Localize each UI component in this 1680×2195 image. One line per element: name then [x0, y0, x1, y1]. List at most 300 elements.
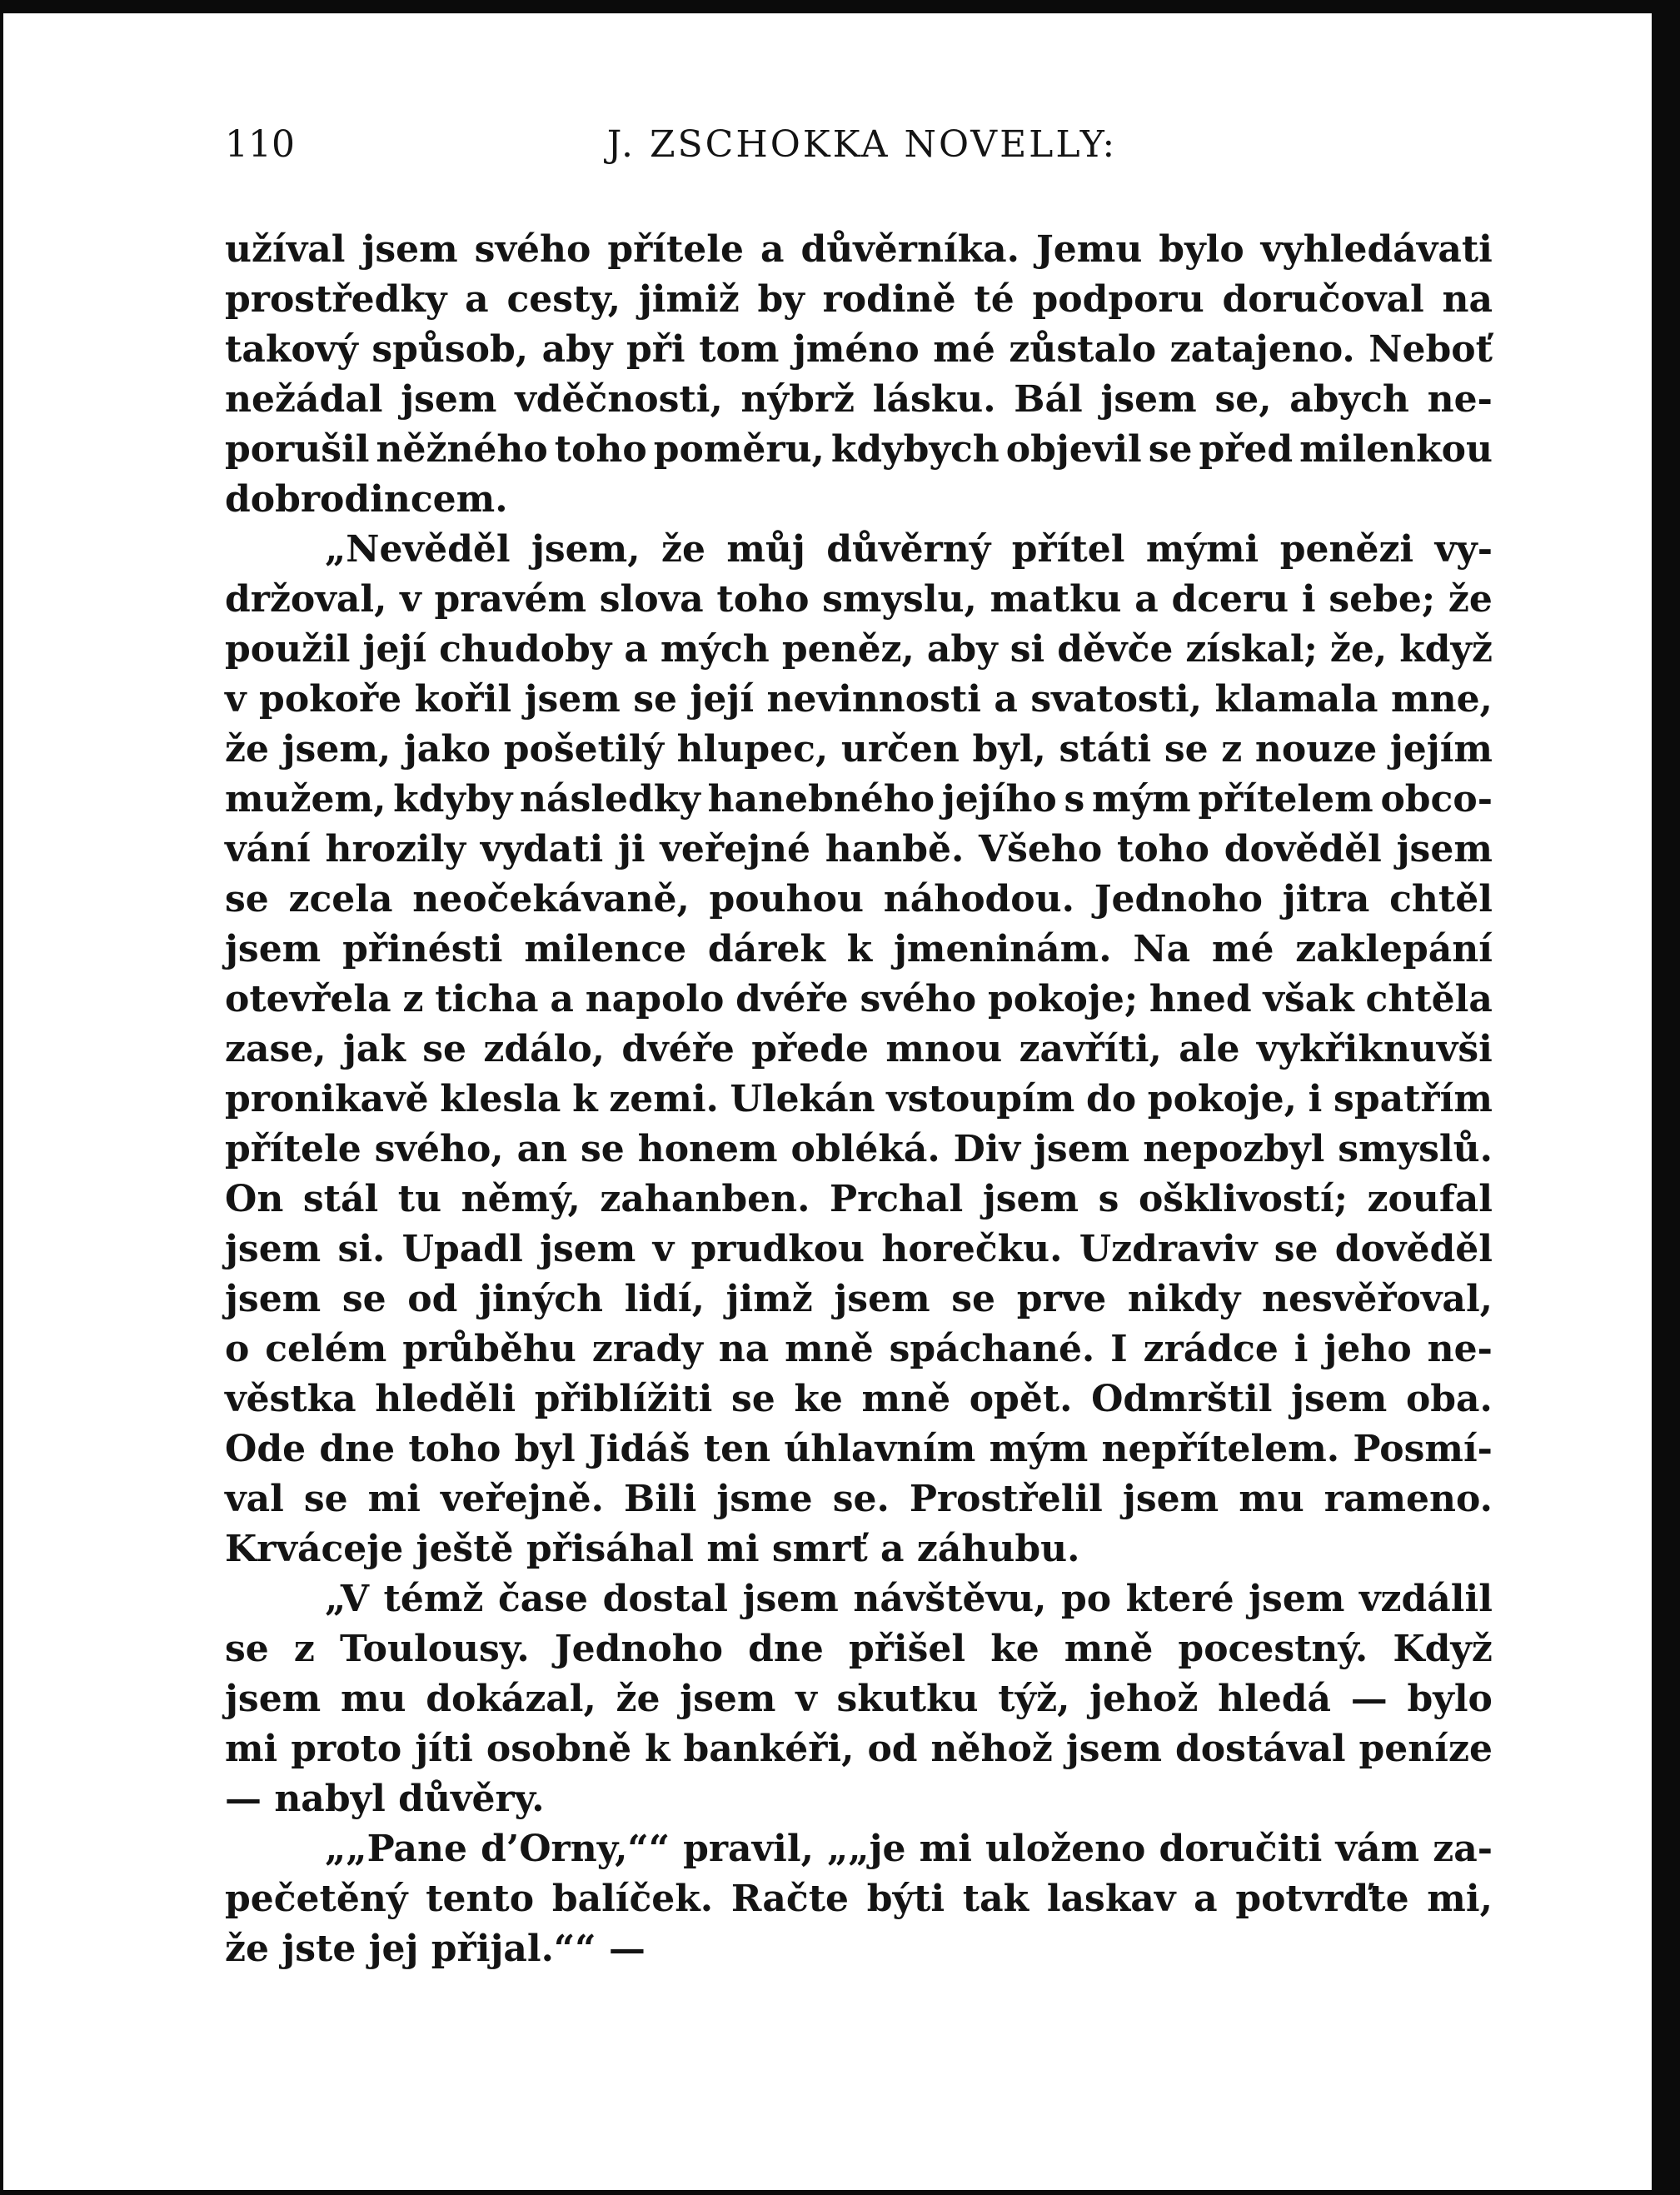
word: a [1134, 578, 1159, 621]
word: že, [1329, 628, 1388, 671]
word: cesty, [506, 278, 621, 321]
word: zemi. [609, 1078, 719, 1120]
text-line [225, 925, 1493, 975]
word: skutku [836, 1678, 979, 1720]
word: nepřítelem. [1101, 1428, 1340, 1470]
word: ticha [435, 978, 539, 1020]
word: lásku. [872, 378, 996, 421]
word: mi [919, 1828, 972, 1870]
word: pravil, [683, 1828, 814, 1870]
word: jsem, [531, 528, 641, 571]
page-body-text [225, 225, 1493, 1974]
word: jmeninám. [893, 928, 1112, 970]
word: že [225, 728, 269, 771]
word: tak [962, 1878, 1029, 1920]
word: otevřela [225, 978, 391, 1020]
word: mé [1211, 928, 1274, 970]
word: d’Orny,““ [481, 1828, 670, 1870]
word: i [1301, 578, 1316, 621]
text-line [225, 1175, 1493, 1225]
word: tento [426, 1878, 535, 1920]
word: zase, [225, 1028, 327, 1070]
word: prve [1016, 1278, 1107, 1320]
word: náhodou. [883, 878, 1074, 920]
word: ten [703, 1428, 771, 1470]
text-line [225, 1374, 1493, 1424]
word: nepozbyl [1143, 1128, 1325, 1170]
text-line [225, 1275, 1493, 1324]
word: pravém [434, 578, 587, 621]
word: vydati [480, 828, 604, 871]
word: přítele [607, 228, 745, 271]
word: laskav [1046, 1878, 1176, 1920]
word: horečku. [881, 1228, 1063, 1270]
word: za- [1433, 1828, 1493, 1870]
word: prostředky [225, 278, 447, 321]
word: se [225, 1628, 269, 1670]
word: neočekávaně, [412, 878, 690, 920]
word: aby [541, 328, 613, 371]
word: němý, [461, 1178, 581, 1220]
word: jsem [524, 678, 621, 721]
word: pečetěný [225, 1878, 408, 1920]
word: její [690, 678, 755, 721]
word: vyhledávati [1260, 228, 1493, 271]
word: Jednoho [1094, 878, 1263, 920]
word: s [1098, 1178, 1119, 1220]
word: prudkou [690, 1228, 865, 1270]
word: se [341, 1278, 386, 1320]
word: Jidáš [588, 1428, 690, 1470]
word: balíček. [551, 1878, 714, 1920]
word: klamala [1214, 678, 1378, 721]
word: dvéře [621, 1028, 735, 1070]
word: děvče [1057, 628, 1174, 671]
word: jsme [716, 1478, 813, 1520]
word: zatajeno. [1169, 328, 1355, 371]
word: Ulekán [730, 1078, 875, 1120]
word: že [1448, 578, 1493, 621]
word: získal; [1185, 628, 1318, 671]
word: opět. [969, 1378, 1073, 1420]
text-line: — nabyl důvěry. [225, 1778, 545, 1820]
word: týž, [998, 1678, 1070, 1720]
text-line: že jste jej přijal.““ — [225, 1928, 646, 1970]
word: dostával [1175, 1728, 1346, 1770]
word: si [1009, 628, 1045, 671]
word: doručoval [1222, 278, 1424, 321]
word: vykřiknuvši [1256, 1028, 1493, 1070]
word: přítelem [1198, 778, 1373, 821]
word: potvrďte [1235, 1878, 1409, 1920]
text-line [225, 1075, 1493, 1125]
word: z [402, 978, 424, 1020]
word: úhlavním [784, 1428, 976, 1470]
word: svého [860, 978, 977, 1020]
page-header [225, 123, 1499, 173]
word: rodině [822, 278, 956, 321]
word: od [407, 1278, 458, 1320]
text-line [225, 375, 1493, 425]
word: důvěrníka. [800, 228, 1019, 271]
word: jsem [225, 1678, 322, 1720]
text-line [225, 525, 1493, 575]
word: slova [599, 578, 704, 621]
word: dvéře [735, 978, 849, 1020]
word: ošklivostí; [1138, 1178, 1348, 1220]
word: věstka [225, 1378, 356, 1420]
word: chtěl [1389, 878, 1493, 920]
word: jsem [982, 1178, 1079, 1220]
word: kořil [414, 678, 512, 721]
word: napolo [585, 978, 725, 1020]
word: smyslu, [822, 578, 977, 621]
word: mé [933, 328, 995, 371]
word: zcela [288, 878, 393, 920]
word: jméno [792, 328, 920, 371]
word: ke [990, 1628, 1039, 1670]
word: bylo [1159, 228, 1244, 271]
word: se, [1214, 378, 1272, 421]
word: tu [397, 1178, 442, 1220]
text-line [225, 775, 1493, 825]
word: jejího [941, 778, 1057, 821]
word: Ode [225, 1428, 307, 1470]
word: jako [403, 728, 491, 771]
word: nýbrž [740, 378, 855, 421]
word: milenkou [1299, 428, 1493, 471]
word: dověděl [1224, 828, 1382, 871]
scan-border-right [1652, 0, 1680, 2195]
word: stál [302, 1178, 379, 1220]
word: porušil [225, 428, 370, 471]
word: hleděli [375, 1378, 516, 1420]
word: následky [520, 778, 700, 821]
word: když [1399, 628, 1493, 671]
word: v [795, 1678, 817, 1720]
word: Posmí- [1353, 1428, 1493, 1470]
word: s [1064, 778, 1085, 821]
word: jsem [1249, 1578, 1345, 1620]
word: hanbě. [825, 828, 965, 871]
word: svého [474, 228, 591, 271]
word: přítele [225, 1128, 361, 1170]
word: a [550, 978, 574, 1020]
text-line [225, 1874, 1493, 1924]
word: užíval [225, 228, 346, 271]
word: jsem [1100, 378, 1197, 421]
word: mi, [1427, 1878, 1493, 1920]
word: hanebného [707, 778, 935, 821]
word: dostal [602, 1578, 729, 1620]
word: jsem [401, 378, 497, 421]
word: jsem [1034, 1128, 1130, 1170]
word: mi [225, 1728, 278, 1770]
word: bankéři, [683, 1728, 855, 1770]
word: obco- [1380, 778, 1493, 821]
word: zdálo, [483, 1028, 606, 1070]
word: se. [832, 1478, 890, 1520]
word: zaklepání [1295, 928, 1493, 970]
text-line: Krváceje ještě přisáhal mi smrť a záhubu. [225, 1528, 1080, 1570]
word: před [1199, 428, 1294, 471]
word: mně [861, 1378, 951, 1420]
word: Toulousy. [339, 1628, 530, 1670]
word: ne- [1427, 1328, 1493, 1370]
word: k [846, 928, 873, 970]
word: uloženo [985, 1828, 1146, 1870]
word: ne- [1427, 378, 1493, 421]
word: při [626, 328, 685, 371]
word: ale [1179, 1028, 1240, 1070]
word: jehož [1089, 1678, 1199, 1720]
word: na [1442, 278, 1493, 321]
word: by [757, 278, 805, 321]
word: nežádal [225, 378, 383, 421]
word: zrádce [1143, 1328, 1279, 1370]
word: se [731, 1378, 775, 1420]
word: Bili [624, 1478, 697, 1520]
word: Jednoho [554, 1628, 724, 1670]
word: však [1263, 978, 1354, 1020]
word: zrady [591, 1328, 703, 1370]
word: mne, [1391, 678, 1493, 721]
word: vděčnosti, [515, 378, 723, 421]
word: Uzdraviv [1079, 1228, 1258, 1270]
running-title: J. ZSCHOKKA NOVELLY: [606, 123, 1118, 166]
word: mu [1239, 1478, 1304, 1520]
word: abych [1289, 378, 1409, 421]
scan-border-left [0, 0, 3, 2195]
word: Div [953, 1128, 1021, 1170]
word: lidí, [624, 1278, 705, 1320]
word: spatřím [1334, 1078, 1493, 1120]
text-line [225, 1125, 1493, 1175]
word: oba. [1405, 1378, 1493, 1420]
word: přinésti [342, 928, 503, 970]
text-line [225, 425, 1493, 475]
word: témž [383, 1578, 484, 1620]
word: pokoje; [987, 978, 1139, 1020]
word: jak [342, 1028, 406, 1070]
word: na [718, 1328, 770, 1370]
word: nouze [1254, 728, 1378, 771]
word: po [1060, 1578, 1112, 1620]
word: dceru [1171, 578, 1289, 621]
text-line [225, 1424, 1493, 1474]
word: spůsob, [371, 328, 529, 371]
word: poměru, [653, 428, 825, 471]
word: její [362, 628, 427, 671]
word: že [661, 528, 705, 571]
word: jsem [1396, 828, 1493, 871]
word: toho [408, 1428, 501, 1470]
word: toho [1117, 828, 1210, 871]
word: býti [866, 1878, 945, 1920]
word: k [645, 1728, 671, 1770]
word: přišel [848, 1628, 966, 1670]
word: ke [794, 1378, 843, 1420]
word: určen [840, 728, 960, 771]
word: průběhu [402, 1328, 576, 1370]
word: jsem [1122, 1478, 1219, 1520]
word: objevil [1005, 428, 1142, 471]
word: klesla [440, 1078, 561, 1120]
word: hledá [1218, 1678, 1332, 1720]
word: i [1308, 1078, 1323, 1120]
word: val [225, 1478, 284, 1520]
text-line [225, 1574, 1493, 1624]
page-number: 110 [225, 123, 295, 166]
word: Všeho [979, 828, 1103, 871]
text-line [225, 1724, 1493, 1774]
word: do [1086, 1078, 1137, 1120]
word: si. [337, 1228, 386, 1270]
word: dne [319, 1428, 396, 1470]
word: svého, [374, 1128, 504, 1170]
word: kdyby [393, 778, 513, 821]
scan-border-bottom [0, 2190, 1680, 2195]
word: „„je [827, 1828, 906, 1870]
word: se [225, 878, 269, 920]
word: mnou [885, 1028, 1003, 1070]
word: jsem [225, 928, 322, 970]
word: chudoby [439, 628, 612, 671]
word: jiných [479, 1278, 604, 1320]
word: a [760, 228, 785, 271]
word: svatosti, [1030, 678, 1203, 721]
word: celém [265, 1328, 387, 1370]
word: jimž [725, 1278, 813, 1320]
word: jejím [1389, 728, 1493, 771]
word: mými [1145, 528, 1259, 571]
word: honem [637, 1128, 778, 1170]
word: v [225, 678, 247, 721]
word: jsem [1065, 1728, 1163, 1770]
word: se [1274, 1228, 1319, 1270]
text-line [225, 325, 1493, 375]
word: jeho [1324, 1328, 1412, 1370]
word: vám [1335, 1828, 1420, 1870]
word: a [624, 628, 648, 671]
word: zavříti, [1019, 1028, 1162, 1070]
word: jitra [1282, 878, 1370, 920]
word: mých [660, 628, 770, 671]
word: čase [497, 1578, 589, 1620]
word: takový [225, 328, 358, 371]
word: mým [989, 1428, 1089, 1470]
word: pouhou [709, 878, 864, 920]
word: nikdy [1127, 1278, 1241, 1320]
word: Na [1133, 928, 1191, 970]
text-line: dobrodincem. [225, 478, 508, 521]
word: jsem [680, 1678, 776, 1720]
word: použil [225, 628, 351, 671]
word: toho [554, 428, 647, 471]
scan-border-top [0, 0, 1680, 13]
word: chtěla [1365, 978, 1493, 1020]
word: doručiti [1159, 1828, 1323, 1870]
word: mužem, [225, 778, 386, 821]
word: a [465, 278, 489, 321]
word: jsem [834, 1278, 930, 1320]
word: se [633, 678, 678, 721]
word: zoufal [1367, 1178, 1493, 1220]
word: matku [990, 578, 1122, 621]
word: Neboť [1368, 328, 1493, 371]
word: vy- [1434, 528, 1493, 571]
word: od [867, 1728, 918, 1770]
word: pocestný. [1178, 1628, 1368, 1670]
word: mně [785, 1328, 874, 1370]
word: Když [1393, 1628, 1493, 1670]
word: Prchal [830, 1178, 964, 1220]
word: proto [291, 1728, 402, 1770]
word: Odmrštil [1091, 1378, 1273, 1420]
word: Jemu [1035, 228, 1143, 271]
word: jimiž [638, 278, 740, 321]
word: k [572, 1078, 598, 1120]
word: zůstalo [1009, 328, 1157, 371]
word: jsem, [282, 728, 391, 771]
text-line [225, 1474, 1493, 1524]
word: veřejně. [440, 1478, 604, 1520]
text-line [225, 225, 1493, 275]
word: smyslů. [1338, 1128, 1493, 1170]
text-line [225, 1225, 1493, 1275]
word: hned [1149, 978, 1252, 1020]
word: o [225, 1328, 250, 1370]
text-line [225, 825, 1493, 875]
word: se [303, 1478, 348, 1520]
word: dárek [707, 928, 825, 970]
word: „„Pane [325, 1828, 468, 1870]
word: On [225, 1178, 284, 1220]
word: bylo [1407, 1678, 1493, 1720]
text-line [225, 1025, 1493, 1075]
word: aby [926, 628, 998, 671]
word: z [293, 1628, 315, 1670]
word: přede [751, 1028, 869, 1070]
word: Račte [730, 1878, 850, 1920]
word: jsem [361, 228, 458, 271]
word: dokázal, [426, 1678, 596, 1720]
word: Upadl [401, 1228, 523, 1270]
word: jsem [225, 1228, 322, 1270]
word: z [1221, 728, 1243, 771]
word: se [581, 1128, 625, 1170]
text-line [225, 1324, 1493, 1374]
word: toho [716, 578, 810, 621]
word: osobně [486, 1728, 632, 1770]
word: — [1350, 1678, 1388, 1720]
text-line [225, 575, 1493, 625]
word: pronikavě [225, 1078, 429, 1120]
text-line [225, 275, 1493, 325]
word: penězi [1279, 528, 1414, 571]
word: obléká. [790, 1128, 940, 1170]
word: hrozily [325, 828, 466, 871]
text-line [225, 1624, 1493, 1674]
word: kdybych [830, 428, 1000, 471]
word: přiblížiti [534, 1378, 713, 1420]
word: mým [1092, 778, 1191, 821]
word: „Nevěděl [325, 528, 511, 571]
word: jsem [1291, 1378, 1388, 1420]
word: podporu [1032, 278, 1204, 321]
word: v [652, 1228, 675, 1270]
word: byl [514, 1428, 576, 1470]
